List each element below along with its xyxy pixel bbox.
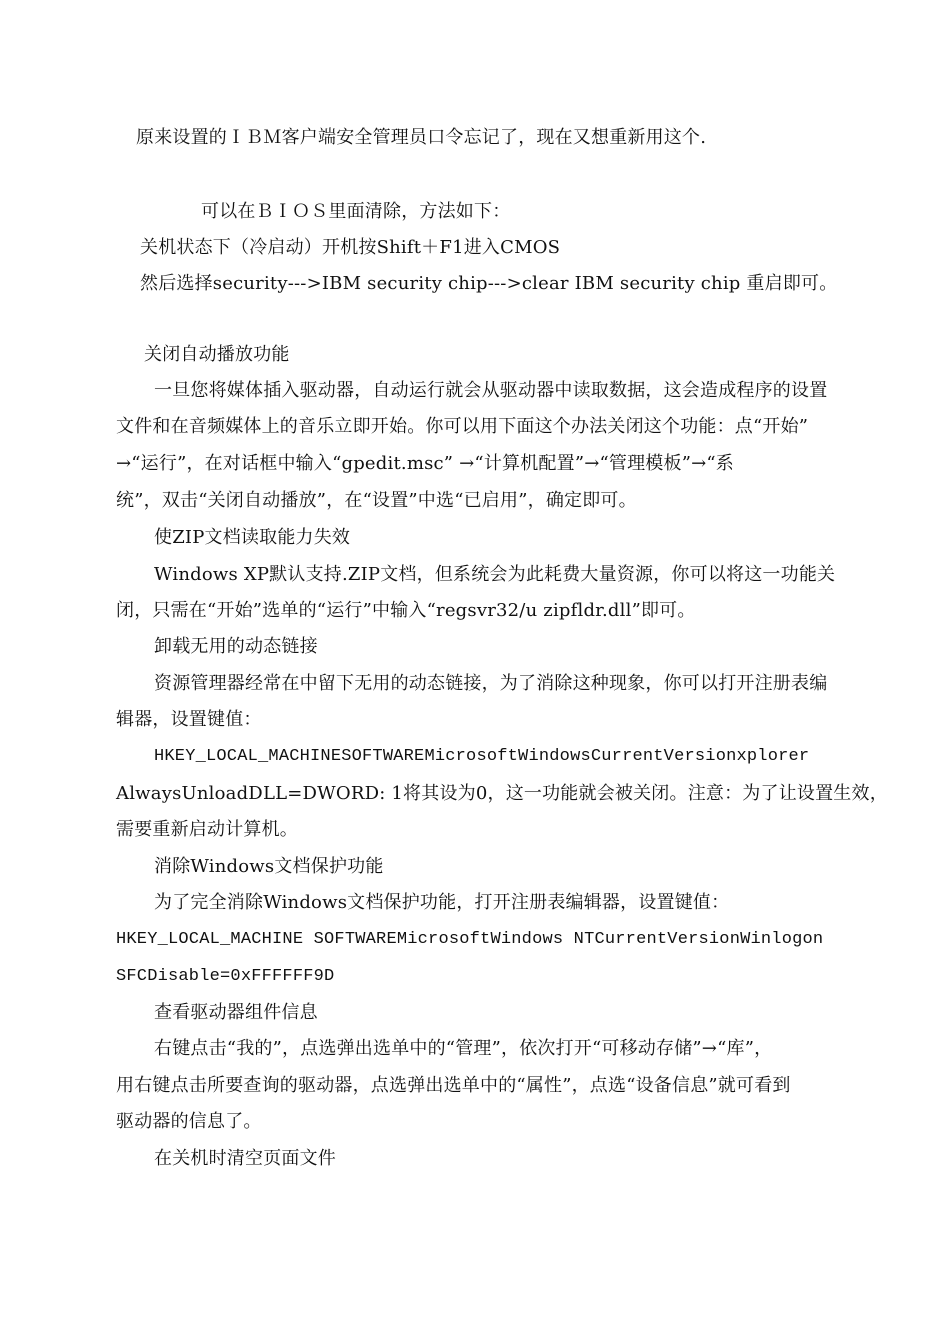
paragraph-line: 右键点击“我的”，点选弹出选单中的“管理”，依次打开“可移动存储”→“库”， (154, 1038, 773, 1059)
paragraph-line: AlwaysUnloadDLL=DWORD: 1将其设为0，这一功能就会被关闭。注意：为了让设置生效， (116, 783, 888, 804)
paragraph-line: 辑器，设置键值： (116, 709, 262, 730)
paragraph-line: 然后选择security--->IBM security chip--->clear IBM security chip 重启即可。 (140, 273, 838, 294)
paragraph-line: 文件和在音频媒体上的音乐立即开始。你可以用下面这个办法关闭这个功能：点“开始” (116, 416, 809, 437)
section-heading: 查看驱动器组件信息 (154, 1002, 318, 1023)
paragraph-line: 需要重新启动计算机。 (116, 819, 298, 840)
paragraph-line: Windows XP默认支持.ZIP文档，但系统会为此耗费大量资源，你可以将这一功能关 (154, 564, 836, 585)
paragraph-line: 原来设置的ＩＢＭ客户端安全管理员口令忘记了，现在又想重新用这个. (136, 127, 707, 148)
paragraph-line: 关机状态下（冷启动）开机按Shift＋F1进入CMOS (140, 237, 561, 258)
paragraph-line: 资源管理器经常在中留下无用的动态链接，为了消除这种现象，你可以打开注册表编 (154, 673, 828, 694)
paragraph-line: 为了完全消除Windows文档保护功能，打开注册表编辑器，设置键值： (154, 892, 730, 913)
registry-key-line: HKEY_LOCAL_MACHINESOFTWAREMicrosoftWindowsCurrentVersionxplorer (154, 747, 810, 766)
section-heading: 卸载无用的动态链接 (154, 636, 318, 657)
paragraph-line: 用右键点击所要查询的驱动器，点选弹出选单中的“属性”，点选“设备信息”就可看到 (116, 1075, 791, 1096)
paragraph-line: 统”，双击“关闭自动播放”，在“设置”中选“已启用”，确定即可。 (116, 490, 637, 511)
section-heading: 在关机时清空页面文件 (154, 1148, 336, 1169)
section-heading: 消除Windows文档保护功能 (154, 856, 384, 877)
paragraph-line: 闭，只需在“开始”选单的“运行”中输入“regsvr32/u zipfldr.dll”即可。 (116, 600, 696, 621)
paragraph-line: 一旦您将媒体插入驱动器，自动运行就会从驱动器中读取数据，这会造成程序的设置 (154, 380, 828, 401)
section-heading: 使ZIP文档读取能力失效 (154, 527, 351, 548)
section-heading: 关闭自动播放功能 (144, 344, 290, 365)
paragraph-line: 可以在ＢＩＯＳ里面清除，方法如下： (201, 201, 511, 222)
registry-value-line: SFCDisable=0xFFFFFF9D (116, 967, 335, 986)
paragraph-line: →“运行”，在对话框中输入“gpedit.msc” →“计算机配置”→“管理模板”→“系 (116, 453, 734, 474)
registry-key-line: HKEY_LOCAL_MACHINE SOFTWAREMicrosoftWindows NTCurrentVersionWinlogon (116, 930, 824, 949)
paragraph-line: 驱动器的信息了。 (116, 1111, 262, 1132)
